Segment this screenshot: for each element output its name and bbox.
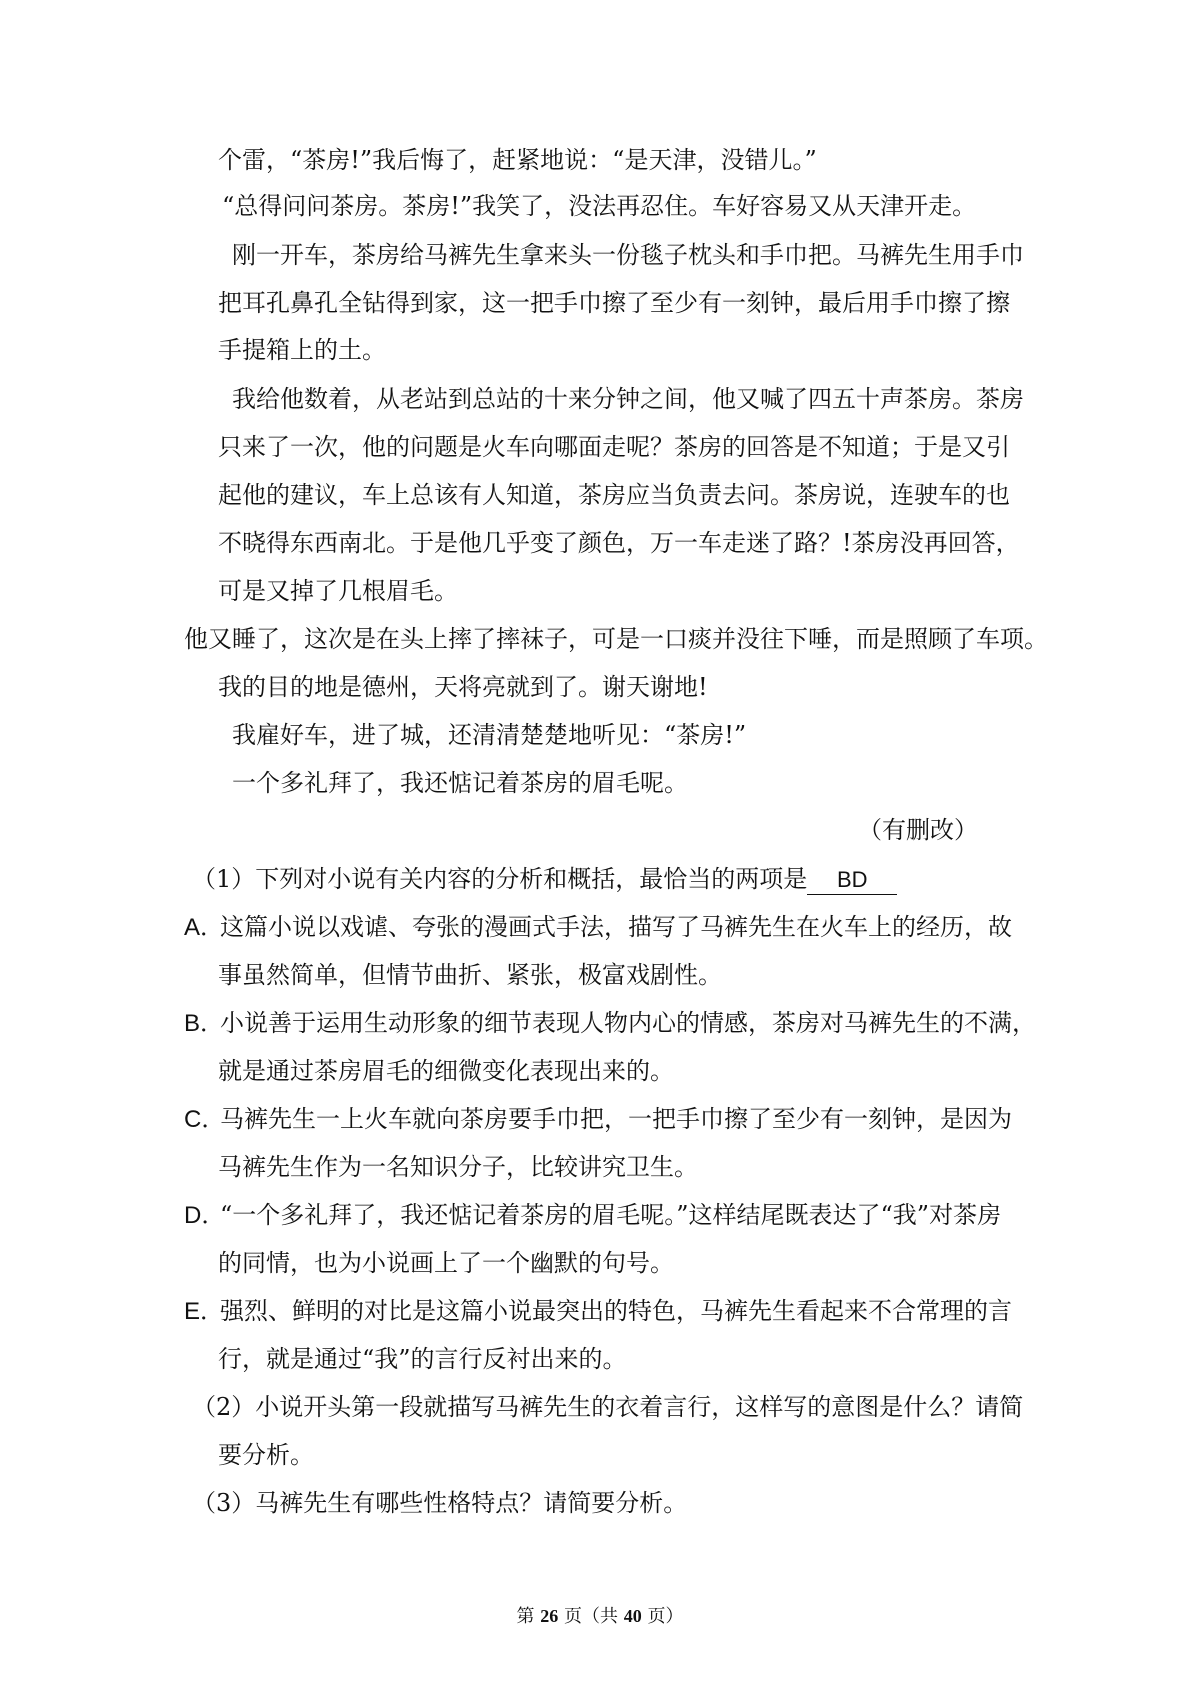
question-2-cont: 要分析。 <box>218 1441 314 1469</box>
option-e <box>184 1295 1012 1328</box>
story-line: 起他的建议，车上总该有人知道，茶房应当负责去问。茶房说，连驶车的也 <box>218 481 1010 509</box>
story-line: 我的目的地是德州，天将亮就到了。谢天谢地! <box>218 673 708 701</box>
footer-prefix: 第 <box>516 1606 541 1627</box>
option-label: C． <box>184 1106 226 1133</box>
story-line: 刚一开车，茶房给马裤先生拿来头一份毯子枕头和手巾把。马裤先生用手巾 <box>232 241 1024 269</box>
option-c-cont: 马裤先生作为一名知识分子，比较讲究卫生。 <box>218 1153 698 1181</box>
option-c <box>184 1103 1012 1136</box>
option-label: E． <box>184 1298 225 1325</box>
story-line: 他又睡了，这次是在头上摔了摔袜子，可是一口痰并没往下唾，而是照顾了车项。 <box>184 625 1048 653</box>
page-number: 26 <box>540 1606 559 1626</box>
question-3: （3）马裤先生有哪些性格特点？请简要分析。 <box>192 1489 688 1517</box>
story-line: 我给他数着，从老站到总站的十来分钟之间，他又喊了四五十声茶房。茶房 <box>232 385 1024 413</box>
story-line: 个雷，“茶房!”我后悔了，赶紧地说：“是天津，没错儿。” <box>218 146 817 174</box>
option-text: 小说善于运用生动形象的细节表现人物内心的情感，茶房对马裤先生的不满， <box>220 1009 1036 1037</box>
option-text: “一个多礼拜了，我还惦记着茶房的眉毛呢。”这样结尾既表达了“我”对茶房 <box>220 1201 1002 1229</box>
story-line: 把耳孔鼻孔全钻得到家，这一把手巾擦了至少有一刻钟，最后用手巾擦了擦 <box>218 289 1010 317</box>
story-line: 一个多礼拜了，我还惦记着茶房的眉毛呢。 <box>232 769 688 797</box>
option-d <box>184 1199 1001 1232</box>
option-b <box>184 1007 1036 1040</box>
answer-blank: BD <box>807 866 897 895</box>
page-footer <box>0 1604 1200 1629</box>
option-text: 马裤先生一上火车就向茶房要手巾把，一把手巾擦了至少有一刻钟，是因为 <box>220 1105 1012 1133</box>
story-line: 手提箱上的土。 <box>218 336 386 364</box>
footer-mid: 页（共 <box>558 1606 624 1627</box>
option-label: D． <box>184 1202 226 1229</box>
story-line: 我雇好车，进了城，还清清楚楚地听见：“茶房!” <box>232 721 747 749</box>
option-label: A． <box>184 914 225 941</box>
story-line: 只来了一次，他的问题是火车向哪面走呢？茶房的回答是不知道；于是又引 <box>218 433 1010 461</box>
option-label: B． <box>184 1010 225 1037</box>
option-a-cont: 事虽然简单，但情节曲折、紧张，极富戏剧性。 <box>218 961 722 989</box>
option-text: 这篇小说以戏谑、夸张的漫画式手法，描写了马裤先生在火车上的经历，故 <box>220 913 1012 941</box>
option-a <box>184 911 1012 944</box>
question-1 <box>192 863 897 895</box>
story-line: 不晓得东西南北。于是他几乎变了颜色，万一车走迷了路？!茶房没再回答， <box>218 529 1020 557</box>
option-text: 强烈、鲜明的对比是这篇小说最突出的特色，马裤先生看起来不合常理的言 <box>220 1297 1012 1325</box>
story-line: 可是又掉了几根眉毛。 <box>218 577 458 605</box>
source-note: （有删改） <box>858 816 978 844</box>
option-e-cont: 行，就是通过“我”的言行反衬出来的。 <box>218 1345 627 1373</box>
total-pages: 40 <box>623 1606 642 1626</box>
option-b-cont: 就是通过茶房眉毛的细微变化表现出来的。 <box>218 1057 674 1085</box>
question-2: （2）小说开头第一段就描写马裤先生的衣着言行，这样写的意图是什么？请简 <box>192 1393 1024 1421</box>
footer-suffix: 页） <box>641 1606 684 1627</box>
question-1-stem: （1）下列对小说有关内容的分析和概括，最恰当的两项是 <box>192 865 808 893</box>
story-line: “总得问问茶房。茶房!”我笑了，没法再忍住。车好容易又从天津开走。 <box>222 192 977 220</box>
option-d-cont: 的同情，也为小说画上了一个幽默的句号。 <box>218 1249 674 1277</box>
